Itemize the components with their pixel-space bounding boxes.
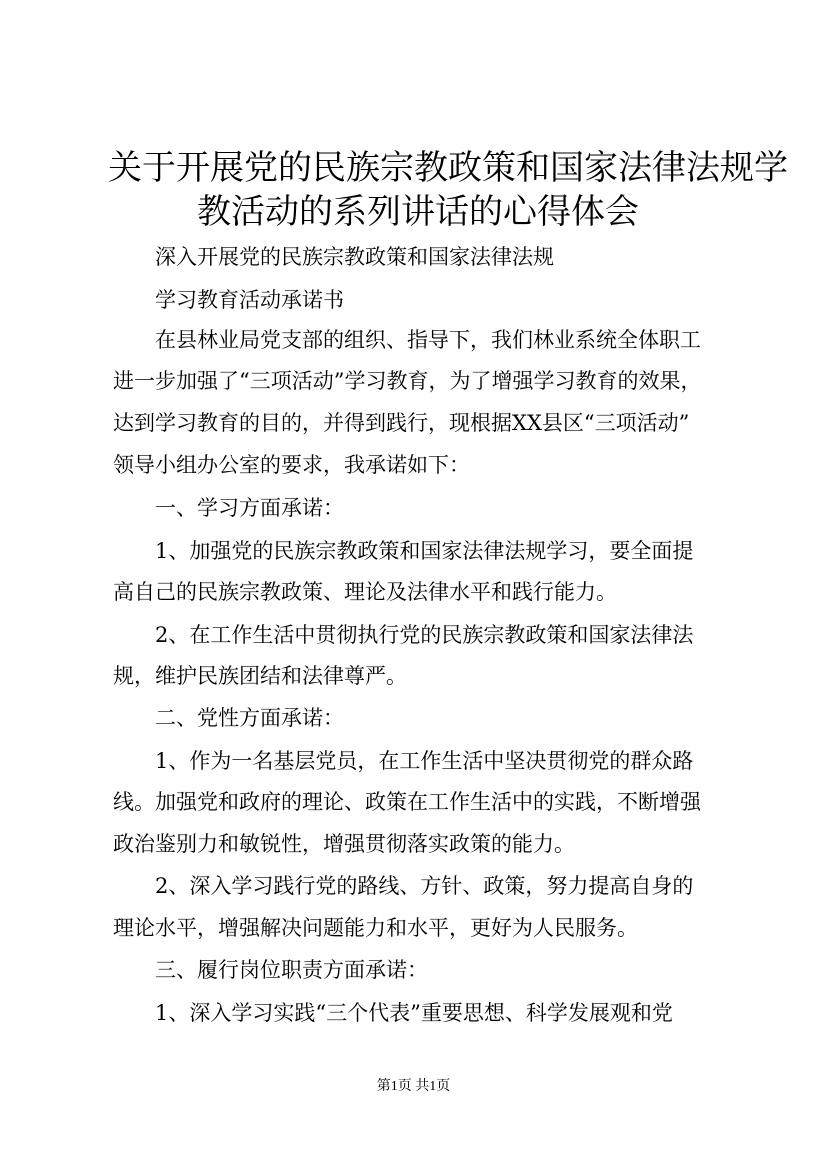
paragraph-line: 1、加强党的民族宗教政策和国家法律法规学习，要全面提 [155,539,694,563]
paragraph-line: 进一步加强了“三项活动”学习教育，为了增强学习教育的效果， [113,369,702,393]
section-heading-study: 一、学习方面承诺： [155,496,344,520]
paragraph-line: 线。加强党和政府的理论、政策在工作生活中的实践，不断增强 [113,790,701,814]
paragraph-line: 理论水平，增强解决问题能力和水平，更好为人民服务。 [113,916,638,940]
subtitle-line-1: 深入开展党的民族宗教政策和国家法律法规 [155,245,554,269]
section-heading-duty: 三、履行岗位职责方面承诺： [155,958,428,982]
document-title-line-2: 教活动的系列讲话的心得体会 [197,192,639,232]
document-title-line-1: 关于开展党的民族宗教政策和国家法律法规学 [108,148,788,188]
paragraph-line: 1、深入学习实践“三个代表”重要思想、科学发展观和党 [155,1001,673,1025]
page-number-footer: 第1页 共1页 [376,1079,451,1094]
paragraph-line: 2、在工作生活中贯彻执行党的民族宗教政策和国家法律法 [155,623,694,647]
section-heading-party: 二、党性方面承诺： [155,706,344,730]
paragraph-line: 高自己的民族宗教政策、理论及法律水平和践行能力。 [113,580,617,604]
paragraph-line: 1、作为一名基层党员，在工作生活中坚决贯彻党的群众路 [155,749,694,773]
paragraph-line: 达到学习教育的目的，并得到践行，现根据XX县区“三项活动” [113,411,690,435]
paragraph-line: 在县林业局党支部的组织、指导下，我们林业系统全体职工 [155,328,701,352]
subtitle-line-2: 学习教育活动承诺书 [155,288,344,312]
paragraph-line: 规，维护民族团结和法律尊严。 [113,664,407,688]
paragraph-line: 2、深入学习践行党的路线、方针、政策，努力提高自身的 [155,874,694,898]
paragraph-line: 领导小组办公室的要求，我承诺如下： [113,453,470,477]
paragraph-line: 政治鉴别力和敏锐性，增强贯彻落实政策的能力。 [113,832,575,856]
